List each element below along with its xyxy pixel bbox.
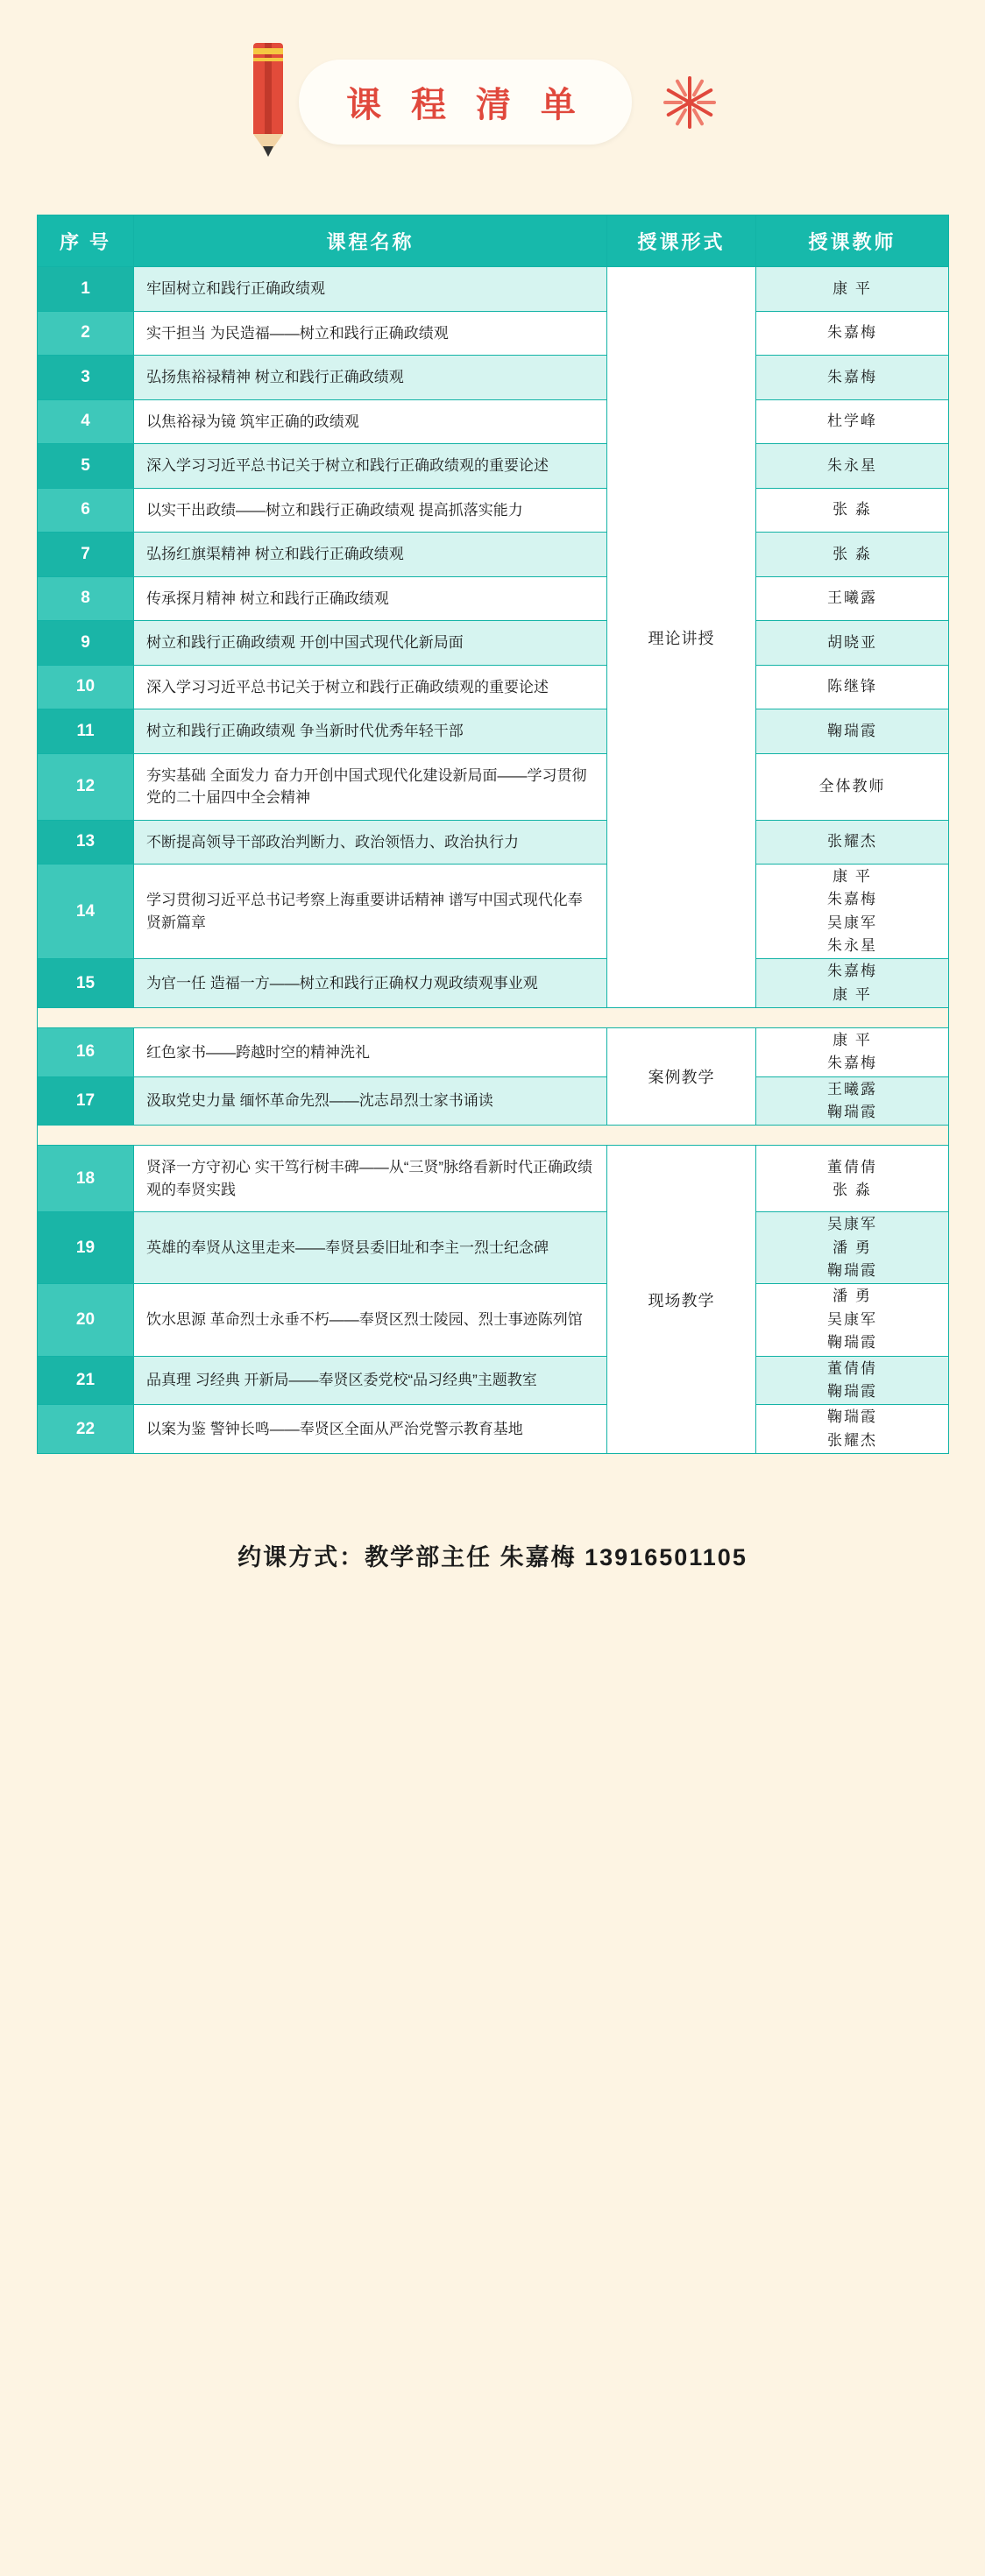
course-table bbox=[37, 215, 949, 1454]
table-row bbox=[38, 621, 949, 666]
row-number: 19 bbox=[38, 1212, 134, 1284]
table-row bbox=[38, 709, 949, 754]
booking-info: 约课方式：教学部主任 朱嘉梅 13916501105 bbox=[237, 1543, 748, 1570]
column-header-form: 授课形式 bbox=[607, 215, 756, 267]
teacher-name: 董倩倩 鞠瑞霞 bbox=[756, 1356, 949, 1405]
course-name: 以焦裕禄为镜 筑牢正确的政绩观 bbox=[134, 399, 607, 444]
page-title-text: 课 程 清 单 bbox=[346, 85, 585, 125]
teacher-name: 鞠瑞霞 张耀杰 bbox=[756, 1405, 949, 1454]
row-number: 5 bbox=[38, 444, 134, 489]
row-number: 16 bbox=[38, 1028, 134, 1077]
course-name: 品真理 习经典 开新局——奉贤区委党校“品习经典”主题教室 bbox=[134, 1356, 607, 1405]
pencil-icon bbox=[253, 43, 283, 162]
course-name: 传承探月精神 树立和践行正确政绩观 bbox=[134, 576, 607, 621]
teaching-format: 现场教学 bbox=[607, 1146, 756, 1453]
course-name: 以实干出政绩——树立和践行正确政绩观 提高抓落实能力 bbox=[134, 488, 607, 533]
table-row bbox=[38, 311, 949, 356]
course-name: 汲取党史力量 缅怀革命先烈——沈志昂烈士家书诵读 bbox=[134, 1076, 607, 1126]
teacher-name: 张耀杰 bbox=[756, 820, 949, 865]
row-number: 3 bbox=[38, 356, 134, 400]
course-name: 贤泽一方守初心 实干笃行树丰碑——从“三贤”脉络看新时代正确政绩观的奉贤实践 bbox=[134, 1146, 607, 1212]
course-table-wrap bbox=[0, 215, 985, 1454]
table-header-row bbox=[38, 215, 949, 267]
row-number: 9 bbox=[38, 621, 134, 666]
table-row bbox=[38, 267, 949, 312]
table-row bbox=[38, 1076, 949, 1126]
table-group-gap bbox=[38, 1126, 949, 1146]
row-number: 18 bbox=[38, 1146, 134, 1212]
course-name: 弘扬焦裕禄精神 树立和践行正确政绩观 bbox=[134, 356, 607, 400]
table-row bbox=[38, 1028, 949, 1077]
teacher-name: 杜学峰 bbox=[756, 399, 949, 444]
course-name: 饮水思源 革命烈士永垂不朽——奉贤区烈士陵园、烈士事迹陈列馆 bbox=[134, 1284, 607, 1356]
row-number: 2 bbox=[38, 311, 134, 356]
column-header-no: 序 号 bbox=[38, 215, 134, 267]
row-number: 15 bbox=[38, 959, 134, 1008]
row-number: 6 bbox=[38, 488, 134, 533]
teaching-format: 理论讲授 bbox=[607, 267, 756, 1008]
table-row bbox=[38, 399, 949, 444]
teacher-name: 朱嘉梅 bbox=[756, 356, 949, 400]
row-number: 21 bbox=[38, 1356, 134, 1405]
row-number: 17 bbox=[38, 1076, 134, 1126]
table-row bbox=[38, 959, 949, 1008]
teacher-name: 康 平 朱嘉梅 吴康军 朱永星 bbox=[756, 865, 949, 959]
teaching-format: 案例教学 bbox=[607, 1028, 756, 1126]
column-header-teacher: 授课教师 bbox=[756, 215, 949, 267]
row-number: 20 bbox=[38, 1284, 134, 1356]
table-row bbox=[38, 533, 949, 577]
teacher-name: 朱嘉梅 康 平 bbox=[756, 959, 949, 1008]
course-name: 实干担当 为民造福——树立和践行正确政绩观 bbox=[134, 311, 607, 356]
course-name: 以案为鉴 警钟长鸣——奉贤区全面从严治党警示教育基地 bbox=[134, 1405, 607, 1454]
row-number: 4 bbox=[38, 399, 134, 444]
teacher-name: 王曦露 bbox=[756, 576, 949, 621]
teacher-name: 陈继锋 bbox=[756, 665, 949, 709]
table-body bbox=[38, 267, 949, 1454]
teacher-name: 王曦露 鞠瑞霞 bbox=[756, 1076, 949, 1126]
row-number: 8 bbox=[38, 576, 134, 621]
teacher-name: 董倩倩 张 淼 bbox=[756, 1146, 949, 1212]
row-number: 12 bbox=[38, 753, 134, 820]
table-row bbox=[38, 1356, 949, 1405]
firework-icon bbox=[648, 60, 732, 145]
table-row bbox=[38, 753, 949, 820]
course-name: 夯实基础 全面发力 奋力开创中国式现代化建设新局面——学习贯彻党的二十届四中全会精神 bbox=[134, 753, 607, 820]
row-number: 11 bbox=[38, 709, 134, 754]
course-name: 不断提高领导干部政治判断力、政治领悟力、政治执行力 bbox=[134, 820, 607, 865]
teacher-name: 朱永星 bbox=[756, 444, 949, 489]
page-header bbox=[0, 0, 985, 215]
table-group-gap bbox=[38, 1008, 949, 1028]
course-name: 弘扬红旗渠精神 树立和践行正确政绩观 bbox=[134, 533, 607, 577]
course-name: 学习贯彻习近平总书记考察上海重要讲话精神 谱写中国式现代化奉贤新篇章 bbox=[134, 865, 607, 959]
course-name: 牢固树立和践行正确政绩观 bbox=[134, 267, 607, 312]
teacher-name: 康 平 朱嘉梅 bbox=[756, 1028, 949, 1077]
course-name: 深入学习习近平总书记关于树立和践行正确政绩观的重要论述 bbox=[134, 444, 607, 489]
teacher-name: 鞠瑞霞 bbox=[756, 709, 949, 754]
teacher-name: 吴康军 潘 勇 鞠瑞霞 bbox=[756, 1212, 949, 1284]
course-name: 红色家书——跨越时空的精神洗礼 bbox=[134, 1028, 607, 1077]
table-row bbox=[38, 444, 949, 489]
course-name: 英雄的奉贤从这里走来——奉贤县委旧址和李主一烈士纪念碑 bbox=[134, 1212, 607, 1284]
table-row bbox=[38, 665, 949, 709]
teacher-name: 张 淼 bbox=[756, 488, 949, 533]
teacher-name: 康 平 bbox=[756, 267, 949, 312]
row-number: 13 bbox=[38, 820, 134, 865]
table-row bbox=[38, 865, 949, 959]
teacher-name: 胡晓亚 bbox=[756, 621, 949, 666]
table-row bbox=[38, 1405, 949, 1454]
row-number: 22 bbox=[38, 1405, 134, 1454]
table-row bbox=[38, 576, 949, 621]
teacher-name: 潘 勇 吴康军 鞠瑞霞 bbox=[756, 1284, 949, 1356]
row-number: 10 bbox=[38, 665, 134, 709]
teacher-name: 朱嘉梅 bbox=[756, 311, 949, 356]
table-row bbox=[38, 1146, 949, 1212]
table-header bbox=[38, 215, 949, 267]
table-row bbox=[38, 1284, 949, 1356]
teacher-name: 张 淼 bbox=[756, 533, 949, 577]
table-row bbox=[38, 1212, 949, 1284]
course-name: 树立和践行正确政绩观 开创中国式现代化新局面 bbox=[134, 621, 607, 666]
row-number: 7 bbox=[38, 533, 134, 577]
page-title bbox=[299, 60, 632, 145]
row-number: 1 bbox=[38, 267, 134, 312]
column-header-name: 课程名称 bbox=[134, 215, 607, 267]
table-row bbox=[38, 356, 949, 400]
course-name: 为官一任 造福一方——树立和践行正确权力观政绩观事业观 bbox=[134, 959, 607, 1008]
row-number: 14 bbox=[38, 865, 134, 959]
teacher-name: 全体教师 bbox=[756, 753, 949, 820]
table-row bbox=[38, 820, 949, 865]
course-name: 树立和践行正确政绩观 争当新时代优秀年轻干部 bbox=[134, 709, 607, 754]
course-name: 深入学习习近平总书记关于树立和践行正确政绩观的重要论述 bbox=[134, 665, 607, 709]
table-row bbox=[38, 488, 949, 533]
